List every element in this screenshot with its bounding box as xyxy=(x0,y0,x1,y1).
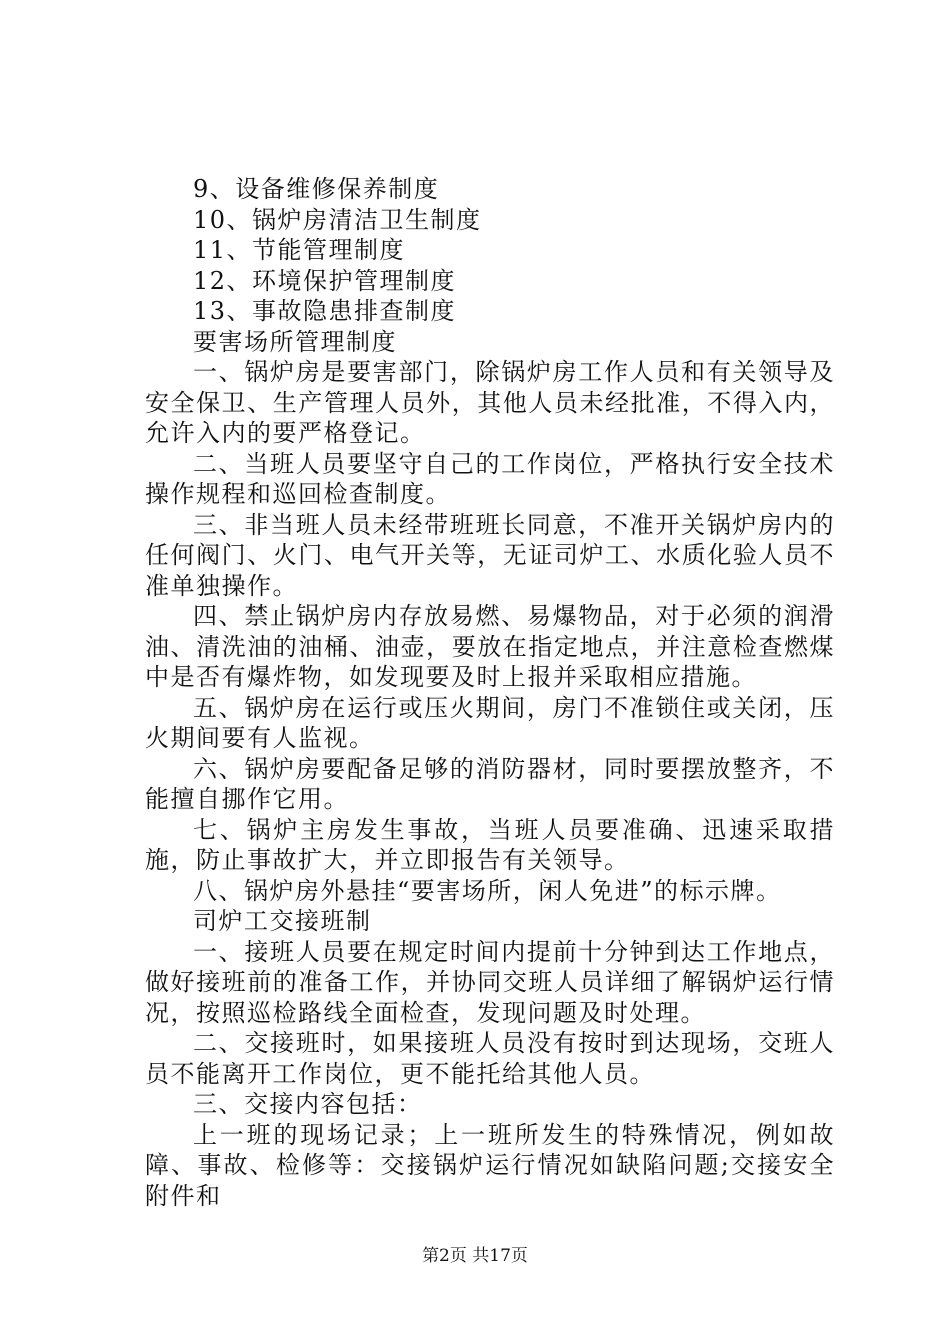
list-item-12: 12、环境保护管理制度 xyxy=(193,266,457,295)
page-number-footer: 第2页 共17页 xyxy=(422,1246,528,1266)
paragraph: 一、锅炉房是要害部门，除锅炉房工作人员和有关领导及安全保卫、生产管理人员外，其他人员未经批准，不得入内，允许入内的要严格登记。 xyxy=(145,358,835,447)
list-item-9: 9、设备维修保养制度 xyxy=(193,175,440,203)
list-item-11: 11、节能管理制度 xyxy=(193,236,406,264)
list-item-13: 13、事故隐患排查制度 xyxy=(193,297,457,325)
list-item-10: 10、锅炉房清洁卫生制度 xyxy=(193,205,482,234)
paragraph: 一、接班人员要在规定时间内提前十分钟到达工作地点，做好接班前的准备工作，并协同交班人员详细了解锅炉运行情况，按照巡检路线全面检查，发现问题及时处理。 xyxy=(145,937,835,1027)
paragraph: 七、锅炉主房发生事故，当班人员要准确、迅速采取措施，防止事故扩大，并立即报告有关领导。 xyxy=(145,815,835,874)
section-heading-shift-handover: 司炉工交接班制 xyxy=(193,907,372,935)
paragraph: 二、当班人员要坚守自己的工作岗位，严格执行安全技术操作规程和巡回检查制度。 xyxy=(145,449,835,508)
paragraph: 二、交接班时，如果接班人员没有按时到达现场，交班人员不能离开工作岗位，更不能托给其他人员。 xyxy=(145,1029,835,1088)
paragraph: 六、锅炉房要配备足够的消防器材，同时要摆放整齐，不能擅自挪作它用。 xyxy=(145,754,835,813)
paragraph: 上一班的现场记录；上一班所发生的特殊情况，例如故障、事故、检修等：交接锅炉运行情况如缺陷问题;交接安全附件和 xyxy=(145,1120,835,1210)
section-heading-critical-areas: 要害场所管理制度 xyxy=(193,327,397,356)
paragraph: 三、非当班人员未经带班班长同意，不准开关锅炉房内的任何阀门、火门、电气开关等，无证司炉工、水质化验人员不准单独操作。 xyxy=(145,510,835,600)
paragraph: 五、锅炉房在运行或压火期间，房门不准锁住或关闭，压火期间要有人监视。 xyxy=(145,693,835,752)
paragraph: 三、交接内容包括： xyxy=(193,1090,423,1118)
paragraph: 八、锅炉房外悬挂“要害场所，闲人免进”的标示牌。 xyxy=(193,876,782,905)
paragraph: 四、禁止锅炉房内存放易燃、易爆物品，对于必须的润滑油、清洗油的油桶、油壶，要放在指定地点，并注意检查燃煤中是否有爆炸物，如发现要及时上报并采取相应措施。 xyxy=(145,602,835,691)
document-body xyxy=(145,174,835,1211)
